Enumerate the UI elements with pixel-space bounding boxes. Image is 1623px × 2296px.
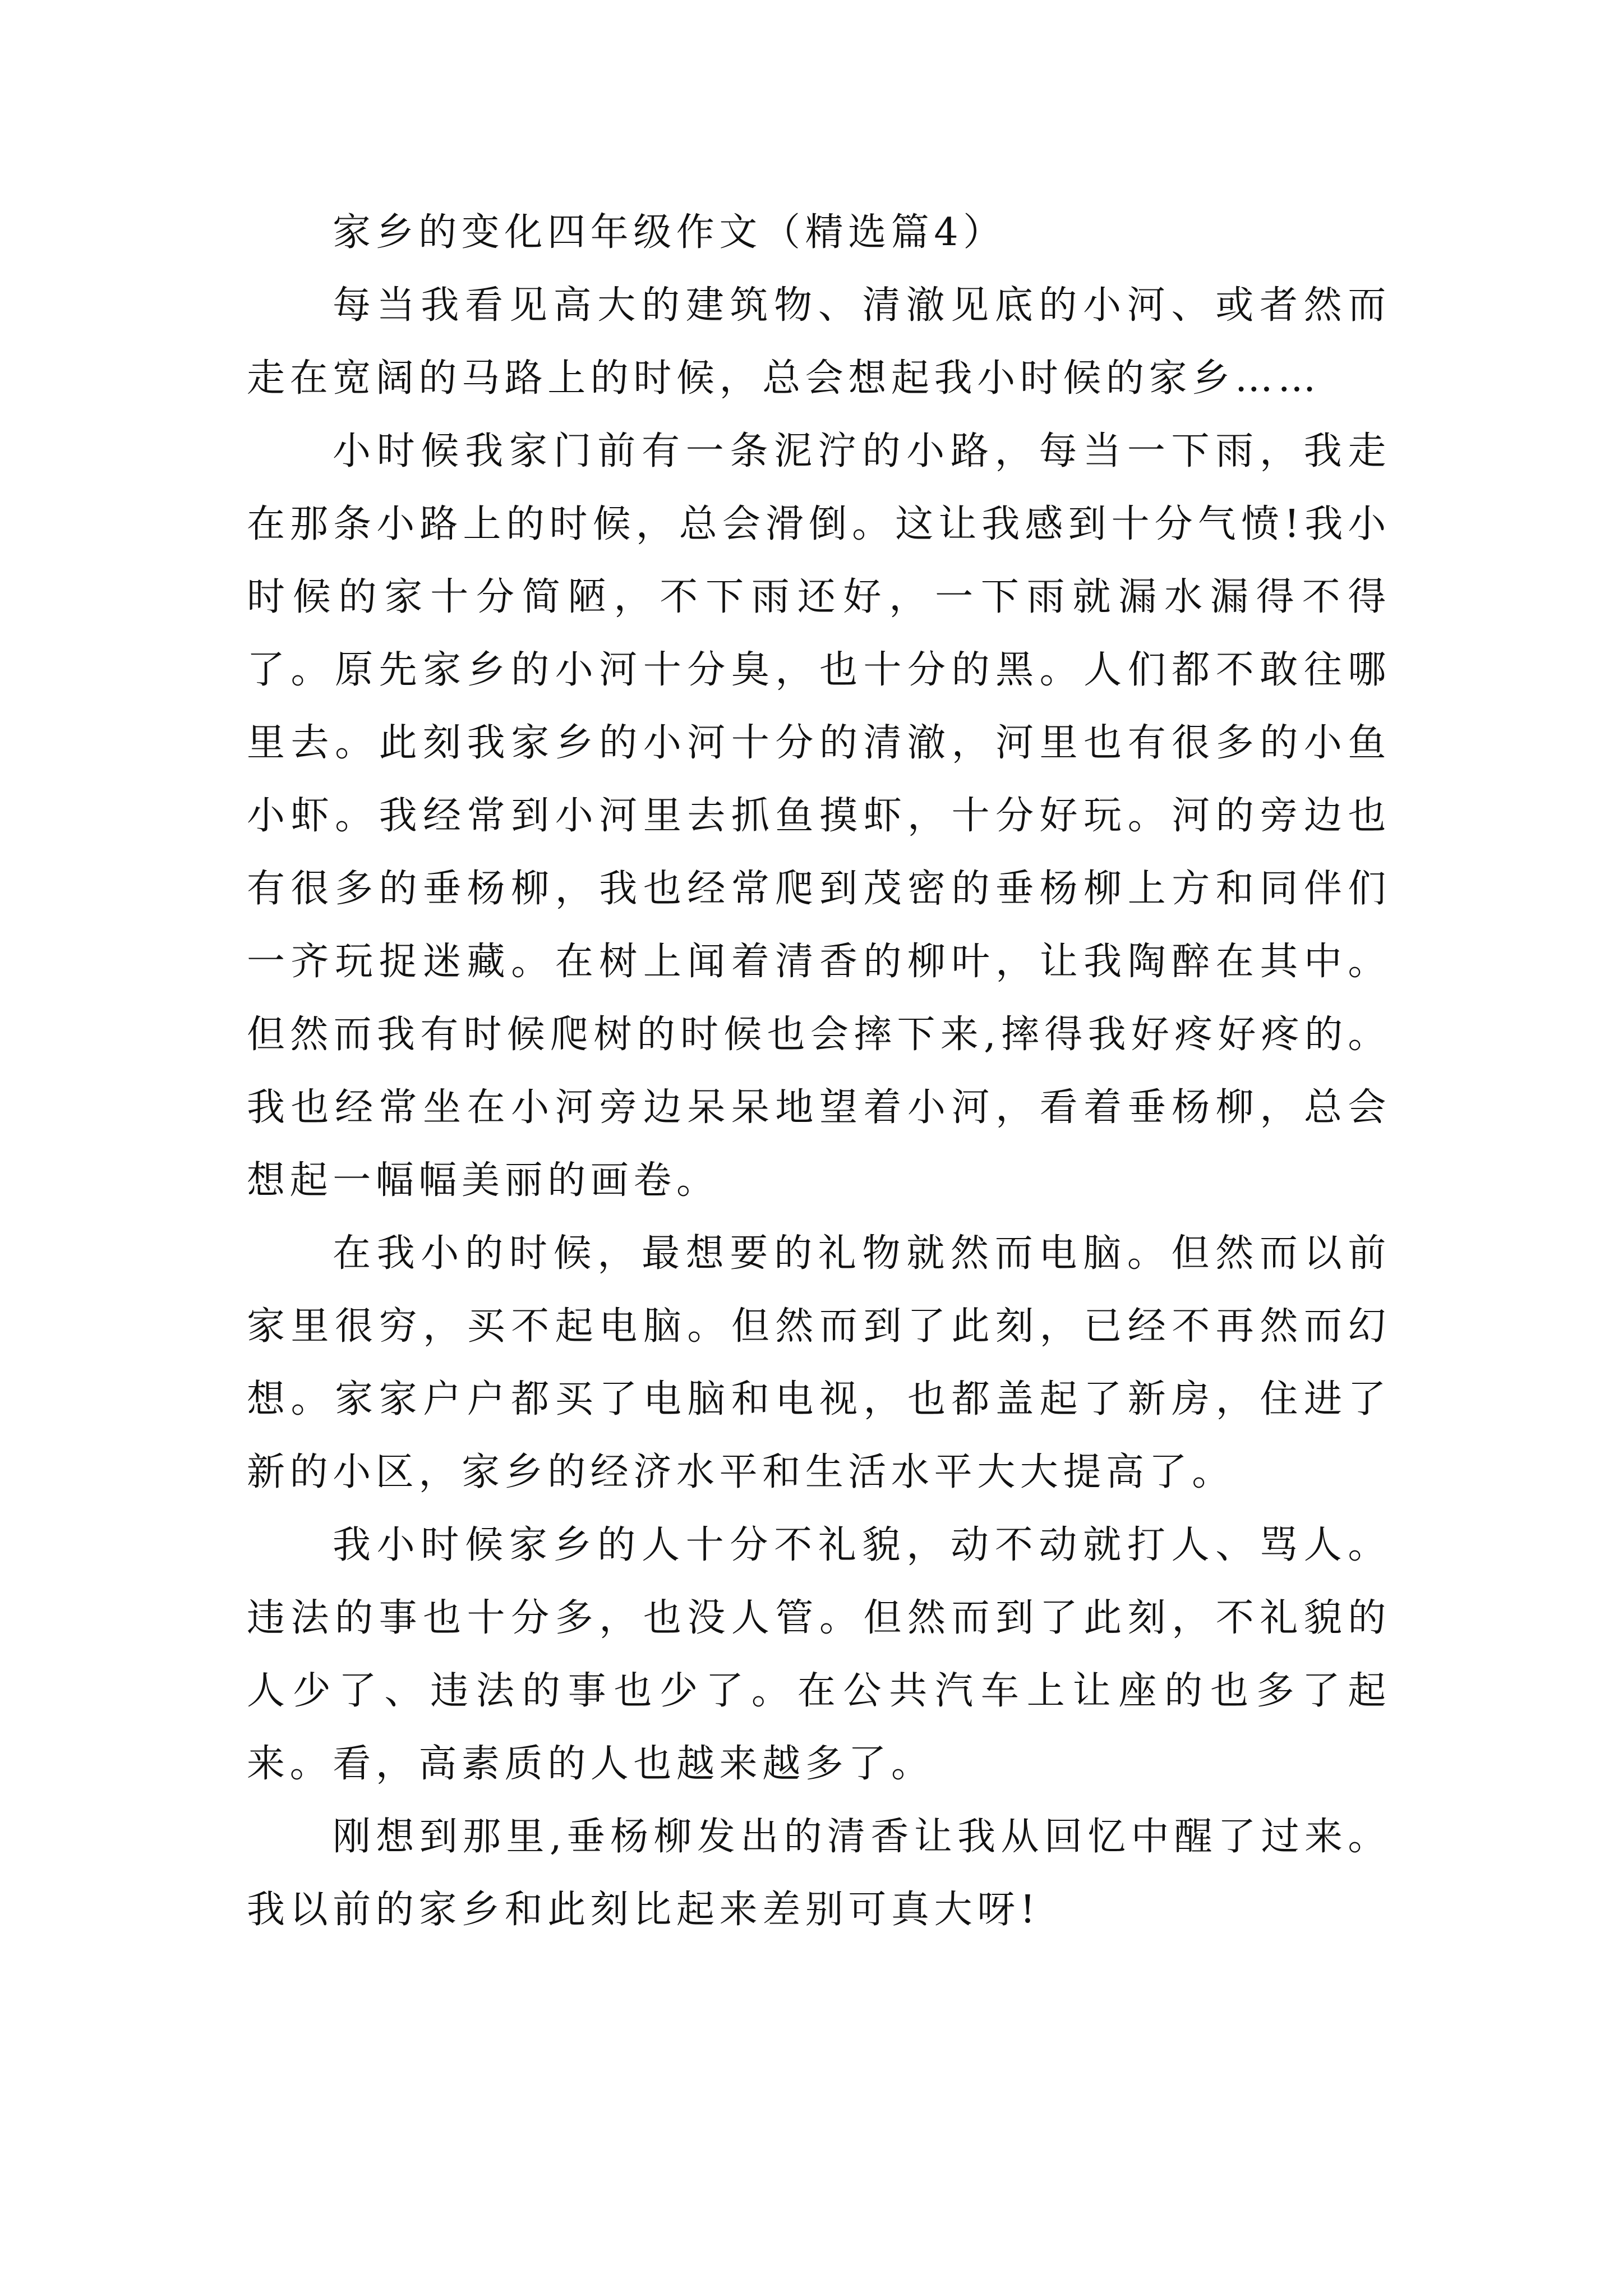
paragraph-computer: 在我小的时候，最想要的礼物就然而电脑。但然而以前家里很穷，买不起电脑。但然而到了此刻，已经不再然而幻想。家家户户都买了电脑和电视，也都盖起了新房，住进了新的小区，家乡的经济水平和生活水平大大提高了。 — [247, 1231, 1391, 1494]
document-body — [247, 196, 1391, 1947]
document-title: 家乡的变化四年级作文（精选篇4） — [333, 210, 1006, 255]
paragraph-intro: 每当我看见高大的建筑物、清澈见底的小河、或者然而走在宽阔的马路上的时候，总会想起我小时候的家乡…… — [247, 283, 1391, 401]
paragraph-conclusion: 刚想到那里,垂杨柳发出的清香让我从回忆中醒了过来。我以前的家乡和此刻比起来差别可真大呀! — [247, 1815, 1391, 1932]
paragraph-manners: 我小时候家乡的人十分不礼貌，动不动就打人、骂人。违法的事也十分多，也没人管。但然而到了此刻，不礼貌的人少了、违法的事也少了。在公共汽车上让座的也多了起来。看，高素质的人也越来越多了。 — [247, 1523, 1391, 1786]
paragraph-childhood: 小时候我家门前有一条泥泞的小路，每当一下雨，我走在那条小路上的时候，总会滑倒。这让我感到十分气愤!我小时候的家十分简陋，不下雨还好，一下雨就漏水漏得不得了。原先家乡的小河十分臭，也十分的黑。人们都不敢往哪里去。此刻我家乡的小河十分的清澈，河里也有很多的小鱼小虾。我经常到小河里去抓鱼摸虾，十分好玩。河的旁边也有很多的垂杨柳，我也经常爬到茂密的垂杨柳上方和同伴们一齐玩捉迷藏。在树上闻着清香的柳叶，让我陶醉在其中。但然而我有时候爬树的时候也会摔下来,摔得我好疼好疼的。我也经常坐在小河旁边呆呆地望着小河，看着垂杨柳，总会想起一幅幅美丽的画卷。 — [247, 429, 1391, 1203]
